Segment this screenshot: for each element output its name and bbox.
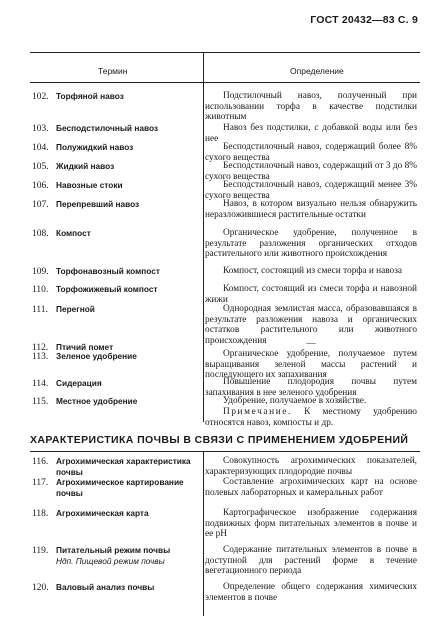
term-row: 105. Жидкий навоз <box>32 161 115 172</box>
definition: Определение общего содержания химических элементов в почве <box>205 582 417 603</box>
term-row: 102. Торфяной навоз <box>32 91 124 102</box>
definition: Однородная землистая масса, образовавшаяся в результате разложения навоза и органических остатков растительного или животного происхождения <box>205 304 417 346</box>
definition: Бесподстилочный навоз, содержащий более 8% сухого вещества <box>205 142 417 163</box>
section-rule <box>30 451 420 452</box>
definition: Органическое удобрение, получаемое путем выращивания зеленой массы растений и последующего их запахивания <box>205 349 417 381</box>
definition: Органическое удобрение, полученное в результате разложения органических отходов растительного или животного происхождения <box>205 228 417 260</box>
definition: Содержание питательных элементов в почве в доступной для растений форме в течение вегетационного периода <box>205 545 417 577</box>
term-row: 115. Местное удобрение <box>32 396 138 407</box>
definition: Удобрение, получаемое в хозяйстве. <box>223 396 367 406</box>
term-row: 114. Сидерация <box>32 378 102 389</box>
term-row: 103. Бесподстилочный навоз <box>32 123 159 134</box>
term-row: 110. Торфожижевый компост <box>32 284 158 295</box>
term-row: 104. Полужидкий навоз <box>32 142 134 153</box>
term-row: 117. Агрохимическое картирование почвы <box>32 477 184 498</box>
definition: Компост, состоящий из смеси торфа и навоза <box>223 266 402 276</box>
page-header: ГОСТ 20432—83 С. 9 <box>310 14 418 26</box>
term-row: 109. Торфонавозный компост <box>32 266 160 277</box>
table-head-rule <box>30 82 420 83</box>
definition-dash: — <box>306 339 316 349</box>
definition: Бесподстилочный навоз, содержащий менее 3% сухого вещества <box>205 180 417 201</box>
term-row: 112. Птичий помет <box>32 342 114 353</box>
term-row: 120. Валовый анализ почвы <box>32 582 155 593</box>
table-top-rule <box>30 52 420 53</box>
definition: Компост, состоящий из смеси торфа и навозной жижи <box>205 284 417 305</box>
term-row: 108. Компост <box>32 228 91 239</box>
deprecated-term: Ндп. Пищевой режим почвы <box>56 555 165 566</box>
term-row: 107. Перепревший навоз <box>32 199 140 210</box>
note: Примечание. К местному удобрению относятся навоз, компосты и др. <box>205 407 418 428</box>
definition: Бесподстилочный навоз, содержащий от 3 до 8% сухого вещества <box>205 161 417 182</box>
definition: Подстилочный навоз, полученный при использовании торфа в качестве подстилки животным <box>205 91 417 123</box>
term-row: 113. Зеленое удобрение <box>32 351 137 362</box>
definition: Совокупность агрохимических показателей, характеризующих плодородие почвы <box>205 456 417 477</box>
definition: Повышение плодородия почвы путем запахивания в нее зеленого удобрения <box>205 377 417 398</box>
term-row: 119. Питательный режим почвы Ндп. Пищевой режим почвы <box>32 545 171 566</box>
column-header-term: Термин <box>98 66 128 76</box>
section-title: ХАРАКТЕРИСТИКА ПОЧВЫ В СВЯЗИ С ПРИМЕНЕНИЕМ УДОБРЕНИЙ <box>30 434 409 446</box>
definition: Составление агрохимических карт на основе полевых лабораторных и камеральных работ <box>205 477 417 498</box>
term-row: 116. Агрохимическая характеристика почвы <box>32 456 191 477</box>
term-row: 111. Перегной <box>32 304 95 315</box>
term-row: 106. Навозные стоки <box>32 180 123 191</box>
definition: Навоз без подстилки, с добавкой воды или без нее <box>205 123 417 144</box>
definition: Картографическое изображение содержания подвижных форм питательных элементов в почве и ее pH <box>205 508 417 540</box>
definition: Навоз, в котором визуально нельзя обнаружить неразложившиеся растительные остатки <box>205 199 417 220</box>
term-row: 118. Агрохимическая карта <box>32 508 149 519</box>
column-header-definition: Определение <box>290 66 344 76</box>
